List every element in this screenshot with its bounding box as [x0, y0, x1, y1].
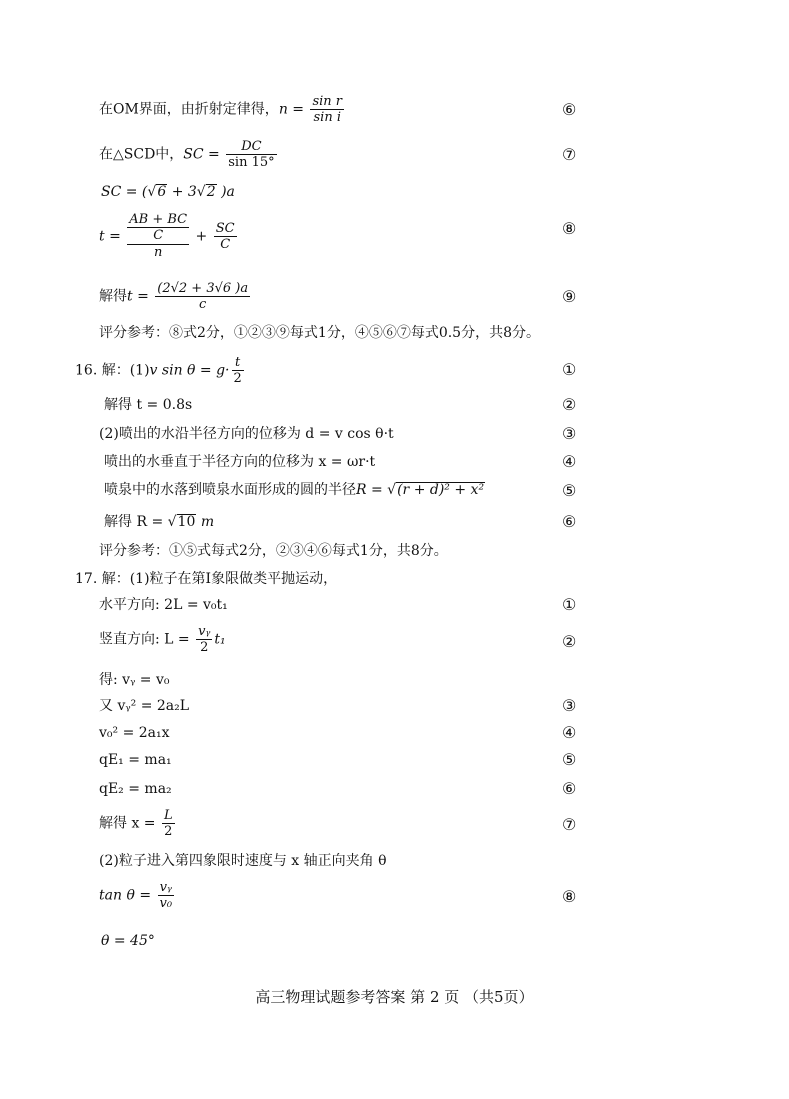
line-tan-theta: [99, 880, 176, 911]
line-text: 解得: [99, 288, 127, 305]
equation-number: ⑧: [562, 887, 577, 906]
line-solution-t: [99, 281, 252, 312]
equation-number: ⑧: [562, 219, 577, 238]
line-radius-result: 解得 R = √10 m: [104, 514, 215, 530]
equation-number: ④: [562, 452, 577, 471]
fraction: [226, 139, 276, 170]
line-text: n =: [278, 101, 309, 118]
line-text: SC =: [183, 146, 225, 163]
line-text: 喷泉中的水落到喷泉水面形成的圆的半径: [104, 482, 356, 498]
line-text: 解得 R =: [104, 514, 168, 530]
line-newton-1: qE₁ = ma₁: [99, 752, 172, 768]
equation-number: ②: [562, 632, 577, 651]
radicand: 2: [206, 184, 216, 200]
line-refraction-law: [99, 94, 346, 125]
line-solution: 解得 t = 0.8s: [104, 397, 193, 413]
equation-number: ③: [562, 696, 577, 715]
numerator: AB + BC: [129, 212, 188, 227]
equation-number: ⑦: [562, 815, 577, 834]
numerator: vᵧ: [198, 624, 211, 639]
line-newton-2: qE₂ = ma₂: [99, 781, 172, 797]
scoring-note: 评分参考：①⑤式每式2分，②③④⑥每式1分，共8分。: [99, 543, 448, 559]
line-vertical: [99, 624, 226, 655]
line-text: 竖直方向: L =: [99, 631, 195, 648]
line-radius: 喷泉中的水落到喷泉水面形成的圆的半径R = √(r + d)² + x²: [104, 482, 485, 498]
denominator: 2: [200, 640, 209, 655]
equation-number: ②: [562, 395, 577, 414]
equation-number: ③: [562, 424, 577, 443]
equation-number: ④: [562, 723, 577, 742]
line-sc-value: SC = (√6 + 3√2 )a: [101, 184, 235, 200]
line-text: 在△SCD中，: [99, 146, 184, 163]
denominator: sin i: [313, 110, 341, 125]
denominator: sin 15°: [228, 155, 275, 170]
line-text: t =: [99, 228, 126, 245]
line-triangle-scd: [99, 139, 279, 170]
line-radial-displacement: (2)喷出的水沿半径方向的位移为 d = v cos θ·t: [99, 426, 394, 442]
line-text: )a: [216, 184, 235, 200]
radicand: 6: [157, 184, 167, 200]
equation-number: ⑥: [562, 512, 577, 531]
line-text: tan θ =: [99, 887, 156, 904]
denominator: C: [127, 228, 189, 245]
numerator: sin r: [312, 94, 343, 109]
fraction: [155, 281, 250, 312]
numerator: (2√2 + 3√6 )a: [157, 281, 249, 296]
equation-number: ⑦: [562, 145, 577, 164]
numerator: DC: [226, 139, 276, 155]
numerator: t: [232, 355, 244, 371]
fraction: [310, 94, 344, 125]
line-horizontal: 水平方向: 2L = v₀t₁: [99, 597, 228, 613]
line-text: R =: [356, 482, 388, 498]
equation-number: ⑥: [562, 779, 577, 798]
equation-number: ⑤: [562, 750, 577, 769]
numerator: vᵧ: [158, 880, 175, 896]
fraction: [162, 808, 175, 839]
line-result-x: [99, 808, 177, 839]
fraction: [232, 355, 244, 386]
line-text: t₁: [214, 631, 226, 648]
equation-number: ⑤: [562, 481, 577, 500]
line-q16-part1: [75, 355, 246, 386]
equation-number: ⑨: [562, 287, 577, 306]
equation-number: ①: [562, 360, 577, 379]
line-theta-value: θ = 45°: [101, 933, 155, 949]
line-result-vy: 得: vᵧ = v₀: [99, 672, 170, 688]
line-q17-intro: 17. 解：(1)粒子在第Ⅰ象限做类平抛运动，: [75, 571, 338, 587]
line-tangential-displacement: 喷出的水垂直于半径方向的位移为 x = ωr·t: [104, 454, 376, 470]
line-text: 解得 x =: [99, 815, 160, 832]
line-text: +: [191, 228, 212, 245]
line-text: v sin θ = g·: [149, 362, 230, 379]
radicand: (r + d)² + x²: [397, 482, 485, 498]
denominator: C: [220, 237, 231, 252]
line-text: + 3: [167, 184, 197, 200]
line-text: 在OM界面，由折射定律得，: [99, 101, 279, 118]
radicand: 10: [177, 514, 196, 530]
denominator: 2: [233, 371, 242, 386]
equation-number: ①: [562, 595, 577, 614]
line-text: m: [196, 514, 215, 530]
scoring-note: 评分参考：⑧式2分，①②③⑨每式1分，④⑤⑥⑦每式0.5分，共8分。: [99, 325, 540, 341]
line-time-expression: [99, 212, 239, 261]
fraction: [214, 221, 237, 252]
line-text: 16. 解：(1): [75, 362, 150, 379]
fraction: [158, 880, 175, 911]
denominator: c: [199, 297, 207, 312]
line-kinematics-y: 又 vᵧ² = 2a₂L: [99, 698, 190, 714]
line-text: SC = (: [101, 184, 148, 200]
numerator: SC: [215, 221, 235, 236]
numerator: L: [163, 808, 173, 823]
page-footer: 高三物理试题参考答案 第 2 页 （共5页）: [255, 988, 534, 1006]
denominator: v₀: [159, 896, 173, 911]
equation-number: ⑥: [562, 100, 577, 119]
denominator: 2: [164, 824, 173, 839]
fraction: [196, 624, 212, 655]
line-part2: (2)粒子进入第四象限时速度与 x 轴正向夹角 θ: [99, 853, 387, 869]
fraction: [127, 212, 189, 261]
line-text: t =: [127, 288, 154, 305]
denominator: n: [154, 245, 163, 260]
line-kinematics-x: v₀² = 2a₁x: [99, 725, 170, 741]
